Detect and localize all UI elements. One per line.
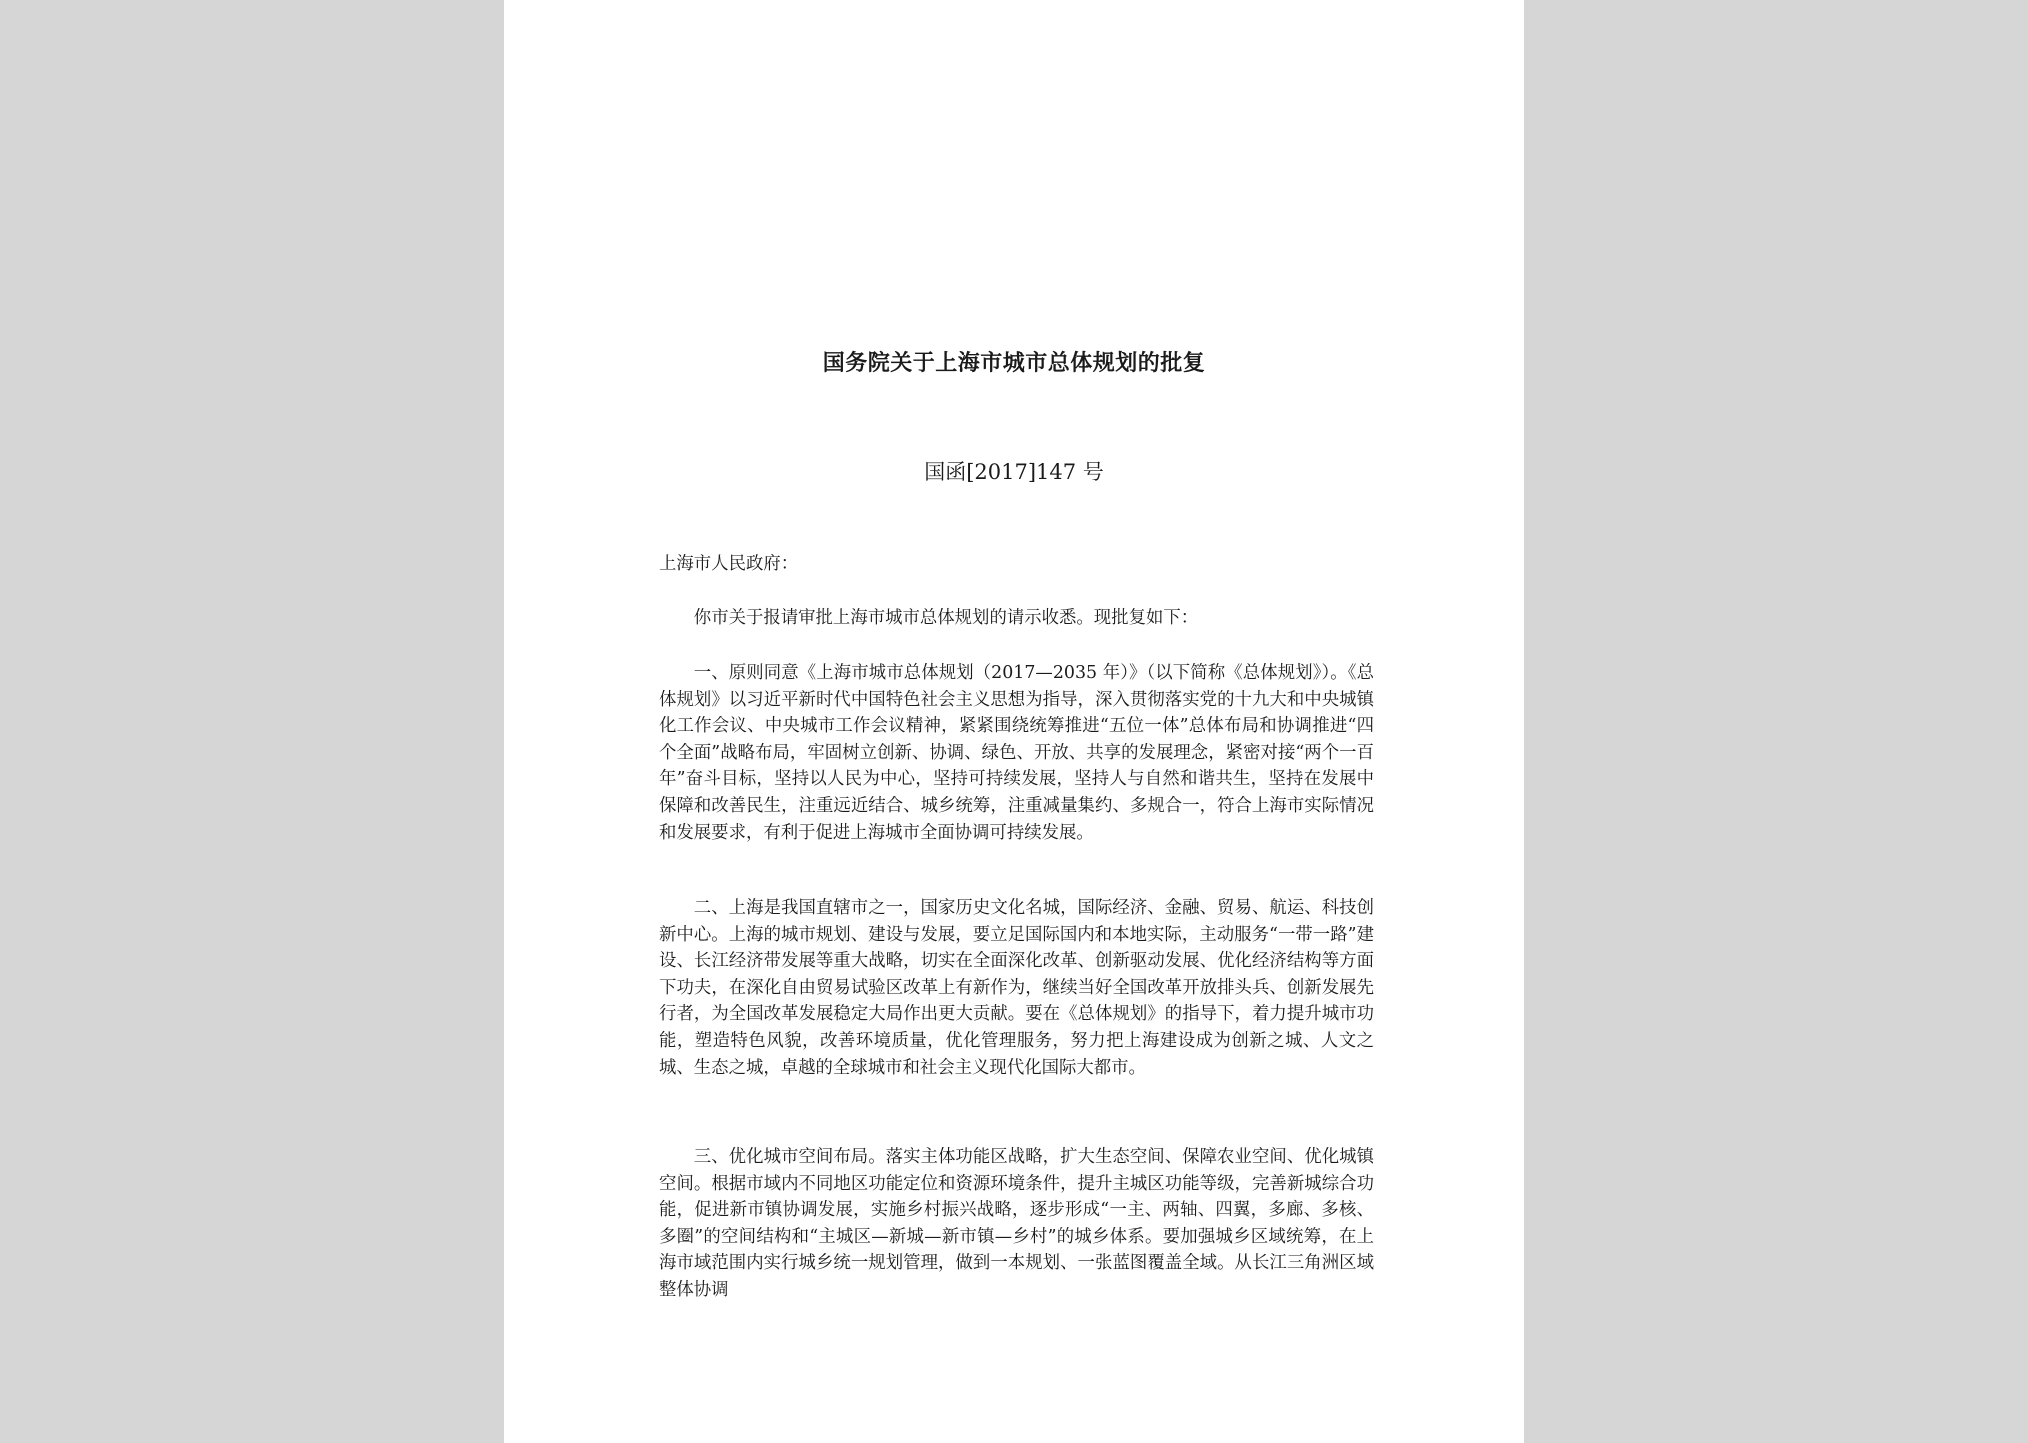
document-page [504, 0, 1524, 1443]
salutation: 上海市人民政府： [659, 554, 799, 574]
paragraph-section-2: 二、上海是我国直辖市之一，国家历史文化名城，国际经济、金融、贸易、航运、科技创新中心。上海的城市规划、建设与发展，要立足国际国内和本地实际，主动服务“一带一路”建设、长江经济带发展等重大战略，切实在全面深化改革、创新驱动发展、优化经济结构等方面下功夫，在深化自由贸易试验区改革上有新作为，继续当好全国改革开放排头兵、创新发展先行者，为全国改革发展稳定大局作出更大贡献。要在《总体规划》的指导下，着力提升城市功能，塑造特色风貌，改善环境质量，优化管理服务，努力把上海建设成为创新之城、人文之城、生态之城，卓越的全球城市和社会主义现代化国际大都市。 [659, 898, 1374, 1078]
document-title: 国务院关于上海市城市总体规划的批复 [822, 351, 1206, 376]
document-number: 国函[2017]147 号 [924, 460, 1104, 484]
paragraph-section-3: 三、优化城市空间布局。落实主体功能区战略，扩大生态空间、保障农业空间、优化城镇空间。根据市域内不同地区功能定位和资源环境条件，提升主城区功能等级，完善新城综合功能，促进新市镇协调发展，实施乡村振兴战略，逐步形成“一主、两轴、四翼，多廊、多核、多圈”的空间结构和“主城区—新城—新市镇—乡村”的城乡体系。要加强城乡区域统筹，在上海市域范围内实行城乡统一规划管理，做到一本规划、一张蓝图覆盖全域。从长江三角洲区域整体协调 [659, 1147, 1374, 1300]
paragraph-section-1: 一、原则同意《上海市城市总体规划（2017—2035 年）》（以下简称《总体规划》）。《总体规划》以习近平新时代中国特色社会主义思想为指导，深入贯彻落实党的十九大和中央城镇化工作会议、中央城市工作会议精神，紧紧围绕统筹推进“五位一体”总体布局和协调推进“四个全面”战略布局，牢固树立创新、协调、绿色、开放、共享的发展理念，紧密对接“两个一百年”奋斗目标，坚持以人民为中心，坚持可持续发展，坚持人与自然和谐共生，坚持在发展中保障和改善民生，注重远近结合、城乡统筹，注重减量集约、多规合一，符合上海市实际情况和发展要求，有利于促进上海城市全面协调可持续发展。 [659, 663, 1374, 843]
paragraph-intro: 你市关于报请审批上海市城市总体规划的请示收悉。现批复如下： [693, 608, 1199, 628]
